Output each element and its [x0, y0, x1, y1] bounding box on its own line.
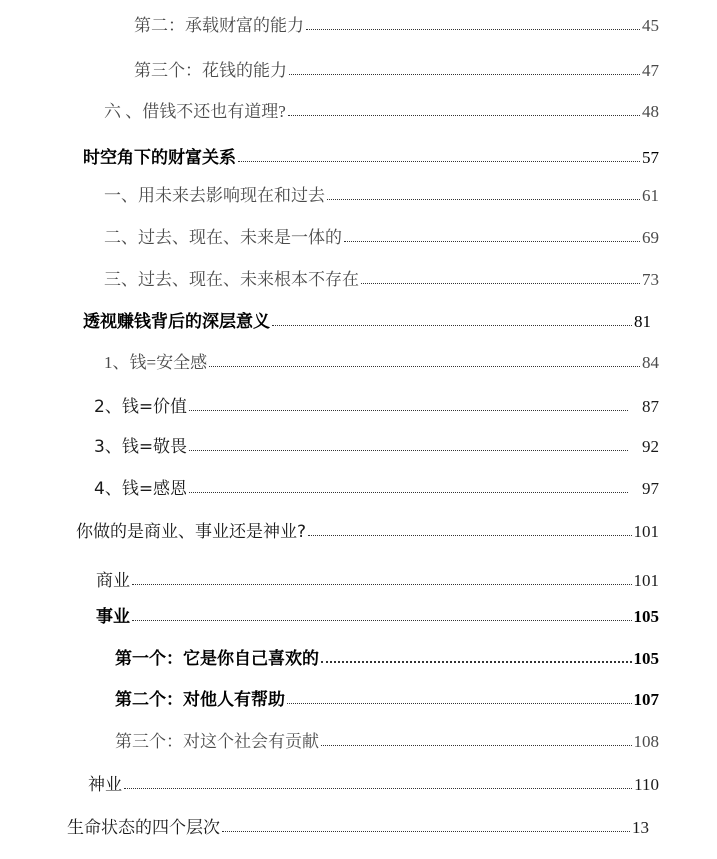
toc-entry-title: 3、钱=敬畏	[94, 437, 188, 457]
dot-leader	[321, 745, 632, 746]
toc-entry	[76, 512, 659, 542]
toc-entry-page: 48	[642, 102, 659, 121]
toc-entry-page: 105	[633, 649, 659, 668]
toc-entry-title: 你做的是商业、事业还是神业?	[76, 522, 307, 542]
toc-entry-page: 110	[634, 775, 659, 794]
dot-leader	[344, 241, 640, 242]
toc-entry	[104, 260, 659, 290]
toc-entry	[88, 765, 659, 795]
dot-leader	[321, 661, 632, 663]
toc-entry-page: 47	[642, 61, 659, 80]
toc-entry-title: 六 、借钱不还也有道理?	[104, 102, 286, 121]
toc-entry	[94, 427, 659, 457]
dot-leader	[327, 199, 640, 200]
toc-entry-title: 4、钱=感恩	[94, 479, 188, 499]
dot-leader	[189, 450, 628, 451]
toc-entry-page: 108	[633, 732, 659, 751]
toc-entry	[94, 469, 659, 499]
toc-entry-page: 105	[633, 607, 659, 626]
toc-entry-page: 73	[642, 270, 659, 289]
toc-entry-title: 2、钱=价值	[94, 397, 188, 417]
toc-entry	[94, 387, 659, 417]
dot-leader	[288, 115, 640, 116]
toc-entry-page: 101	[633, 522, 659, 541]
toc-entry	[83, 302, 651, 332]
dot-leader	[209, 366, 640, 367]
toc-entry	[115, 680, 659, 710]
toc-entry-title: 第三个：花钱的能力	[134, 61, 287, 80]
toc-entry	[67, 808, 649, 838]
toc-entry-page: 107	[633, 690, 659, 709]
toc-entry-title: 时空角下的财富关系	[83, 148, 236, 168]
dot-leader	[308, 535, 631, 536]
toc-entry-title: 透视赚钱背后的深层意义	[83, 312, 270, 332]
dot-leader	[238, 161, 640, 162]
toc-entry	[134, 6, 659, 36]
dot-leader	[289, 74, 640, 75]
toc-entry	[96, 561, 659, 591]
dot-leader	[306, 29, 640, 30]
toc-entry-page: 87	[642, 397, 659, 416]
toc-entry-page: 97	[642, 479, 659, 498]
toc-entry-page: 57	[642, 148, 659, 167]
toc-entry-title: 第二个：对他人有帮助	[115, 690, 285, 710]
toc-entry-title: 神业	[88, 775, 122, 795]
toc-entry	[134, 51, 659, 81]
toc-entry-title: 商业	[96, 571, 130, 591]
toc-entry-title: 第三个：对这个社会有贡献	[115, 732, 319, 751]
dot-leader	[124, 788, 632, 789]
toc-entry	[83, 138, 659, 168]
toc-entry-title: 一、用未来去影响现在和过去	[104, 186, 325, 205]
toc-entry-title: 二、过去、现在、未来是一体的	[104, 228, 342, 247]
dot-leader	[272, 325, 632, 326]
toc-entry-page: 84	[642, 353, 659, 372]
toc-entry-title: 三、过去、现在、未来根本不存在	[104, 270, 359, 289]
toc-entry	[115, 722, 659, 752]
dot-leader	[189, 492, 628, 493]
toc-entry	[104, 92, 659, 122]
dot-leader	[222, 831, 630, 832]
dot-leader	[361, 283, 640, 284]
dot-leader	[189, 410, 628, 411]
toc-entry-title: 第二：承载财富的能力	[134, 16, 304, 35]
toc-entry-page: 81	[634, 312, 651, 331]
toc-entry	[96, 597, 659, 627]
toc-entry-page: 61	[642, 186, 659, 205]
dot-leader	[287, 703, 632, 704]
toc-entry	[115, 639, 659, 669]
toc-entry-title: 生命状态的四个层次	[67, 818, 220, 838]
dot-leader	[132, 584, 632, 585]
toc-entry-page: 101	[633, 571, 659, 590]
toc-entry-page: 69	[642, 228, 659, 247]
toc-entry-page: 92	[642, 437, 659, 456]
toc-entry-title: 事业	[96, 607, 130, 627]
toc-entry	[104, 176, 659, 206]
toc-entry-title: 1、钱=安全感	[104, 353, 208, 372]
dot-leader	[132, 620, 632, 621]
toc-entry-title: 第一个：它是你自己喜欢的	[115, 649, 319, 669]
toc-entry	[104, 218, 659, 248]
toc-entry	[104, 343, 659, 373]
toc-entry-page: 45	[642, 16, 659, 35]
toc-entry-page: 13	[632, 818, 649, 837]
